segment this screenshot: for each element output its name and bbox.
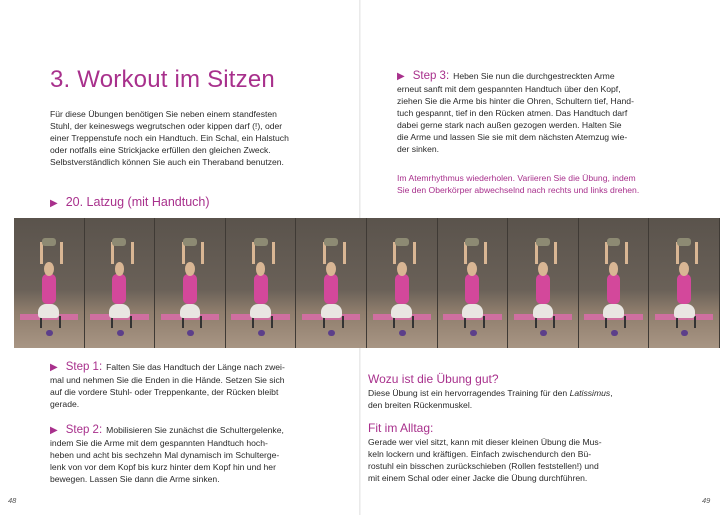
step3-line: der sinken. — [397, 144, 440, 154]
exercise-photo-frame — [85, 218, 156, 348]
exercise-photo-frame — [14, 218, 85, 348]
photo-stool — [180, 304, 201, 318]
intro-line: oder notfalls eine Strickjacke erfüllen den gleichen Zweck. — [50, 145, 271, 155]
intro-line: Selbstverständlich können Sie auch ein Theraband benutzen. — [50, 157, 284, 167]
intro-line: Stuhl, der keineswegs wegrutschen oder kippen darf (!), oder — [50, 121, 283, 131]
photo-towel — [254, 238, 268, 246]
exercise-heading-text: 20. Latzug (mit Handtuch) — [65, 195, 210, 209]
photo-towel — [324, 238, 338, 246]
photo-towel — [607, 238, 621, 246]
exercise-photo-frame — [367, 218, 438, 348]
page-number-left: 48 — [8, 496, 17, 505]
step3-line: erneut sanft mit dem gespannten Handtuch über den Kopf, — [397, 84, 621, 94]
photo-torso — [607, 274, 621, 304]
triangle-bullet-icon: ▶ — [50, 198, 58, 209]
exercise-photo-frame — [508, 218, 579, 348]
purpose-line: den breiten Rückenmuskel. — [368, 400, 473, 410]
photo-towel — [112, 238, 126, 246]
step3-line-first — [397, 70, 697, 83]
photo-towel — [536, 238, 550, 246]
step2-line: lenk von vor dem Kopf bis kurz hinter dem Kopf hin und her — [50, 462, 276, 472]
photo-towel — [183, 238, 197, 246]
photo-torso — [254, 274, 268, 304]
exercise-photo-frame — [438, 218, 509, 348]
purpose-punct: , — [610, 388, 613, 398]
photo-torso — [465, 274, 479, 304]
everyday-line: keln lockern und kräftigen. Einfach zwischendurch den Bü- — [368, 449, 592, 459]
latissimus-term: Latissimus — [569, 388, 611, 398]
photo-shoe — [470, 330, 477, 336]
variation-tip — [397, 172, 697, 196]
everyday-line: mit einem Schal oder einer Jacke die Übung durchführen. — [368, 473, 588, 483]
photo-towel — [395, 238, 409, 246]
photo-stool — [603, 304, 624, 318]
photo-torso — [42, 274, 56, 304]
photo-shoe — [540, 330, 547, 336]
photo-stool — [533, 304, 554, 318]
photo-stool — [462, 304, 483, 318]
photo-shoe — [399, 330, 406, 336]
photo-stool — [109, 304, 130, 318]
photo-head — [185, 262, 195, 276]
step1-label: Step 1: — [65, 361, 103, 373]
step1-line: auf die vordere Stuhl- oder Treppenkante, der Rücken bleibt — [50, 387, 279, 397]
photo-shoe — [611, 330, 618, 336]
step3-label: Step 3: — [412, 70, 450, 82]
photo-towel — [42, 238, 56, 246]
step1-line: gerade. — [50, 399, 80, 409]
photo-shoe — [187, 330, 194, 336]
photo-head — [397, 262, 407, 276]
purpose-heading: Wozu ist die Übung gut? — [368, 372, 499, 386]
step1-line: Falten Sie das Handtuch der Länge nach zwei- — [106, 362, 285, 372]
photo-stool — [38, 304, 59, 318]
exercise-photo-frame — [649, 218, 720, 348]
intro-line: Für diese Übungen benötigen Sie neben einem standfesten — [50, 109, 277, 119]
photo-torso — [112, 274, 126, 304]
photo-torso — [324, 274, 338, 304]
triangle-bullet-icon: ▶ — [50, 425, 58, 436]
step2-line: heben und acht bis sechzehn Mal dynamisch im Schulterge- — [50, 450, 280, 460]
page-number-right: 49 — [702, 496, 711, 505]
step1-line: mal und nehmen Sie die Enden in die Hände. Setzen Sie sich — [50, 375, 285, 385]
everyday-paragraph — [368, 436, 688, 484]
photo-head — [538, 262, 548, 276]
photo-stool — [250, 304, 271, 318]
step2-line-first — [50, 424, 340, 437]
step2-line: indem Sie die Arme mit dem gespannten Handtuch hoch- — [50, 438, 268, 448]
step2-paragraph — [50, 424, 340, 485]
photo-stool — [391, 304, 412, 318]
exercise-photo-frame — [579, 218, 650, 348]
photo-shoe — [328, 330, 335, 336]
photo-head — [44, 262, 54, 276]
page-title: 3. Workout im Sitzen — [50, 66, 275, 93]
photo-head — [115, 262, 125, 276]
step3-line: tuch gespannt, tief in den Rücken atmen. Das Handtuch darf — [397, 108, 628, 118]
triangle-bullet-icon: ▶ — [50, 362, 58, 373]
step3-line: Heben Sie nun die durchgestreckten Arme — [453, 71, 615, 81]
step1-paragraph — [50, 361, 340, 410]
step3-paragraph — [397, 70, 697, 155]
photo-torso — [395, 274, 409, 304]
photo-head — [326, 262, 336, 276]
triangle-bullet-icon: ▶ — [397, 71, 405, 82]
step2-label: Step 2: — [65, 424, 103, 436]
photo-shoe — [258, 330, 265, 336]
photo-stool — [321, 304, 342, 318]
step2-line: Mobilisieren Sie zunächst die Schultergelenke, — [106, 425, 284, 435]
exercise-heading — [50, 195, 210, 209]
photo-torso — [183, 274, 197, 304]
photo-torso — [677, 274, 691, 304]
exercise-photo-frame — [226, 218, 297, 348]
everyday-line: rostuhl ein bisschen zurückschieben (Rollen feststellen!) und — [368, 461, 599, 471]
everyday-line: Gerade wer viel sitzt, kann mit dieser kleinen Übung die Mus- — [368, 437, 602, 447]
purpose-text: Diese Übung ist ein hervorragendes Training für den — [368, 388, 570, 398]
photo-towel — [677, 238, 691, 246]
exercise-photo-strip — [14, 218, 720, 348]
exercise-photo-frame — [155, 218, 226, 348]
intro-paragraph — [50, 108, 330, 168]
step3-line: dabei gerne stark nach außen gezogen werden. Halten Sie — [397, 120, 622, 130]
intro-line: einer Treppenstufe noch ein Handtuch. Ein Schal, ein Halstuch — [50, 133, 289, 143]
photo-shoe — [681, 330, 688, 336]
tip-line: Sie den Oberkörper abwechselnd nach rechts und links drehen. — [397, 185, 640, 195]
step3-line: ziehen Sie die Arme bis hinter die Ohren, Schultern tief, Hand- — [397, 96, 634, 106]
photo-head — [679, 262, 689, 276]
photo-shoe — [46, 330, 53, 336]
step1-line-first — [50, 361, 340, 374]
photo-torso — [536, 274, 550, 304]
photo-towel — [465, 238, 479, 246]
photo-stool — [674, 304, 695, 318]
step3-line: die Arme und lassen Sie sie mit dem nächsten Atemzug wie- — [397, 132, 628, 142]
purpose-line — [368, 387, 688, 399]
exercise-photo-frame — [296, 218, 367, 348]
photo-shoe — [117, 330, 124, 336]
everyday-heading: Fit im Alltag: — [368, 421, 434, 435]
tip-line: Im Atemrhythmus wiederholen. Variieren Sie die Übung, indem — [397, 173, 636, 183]
step2-line: bewegen. Lassen Sie dann die Arme sinken. — [50, 474, 220, 484]
purpose-paragraph — [368, 387, 688, 411]
